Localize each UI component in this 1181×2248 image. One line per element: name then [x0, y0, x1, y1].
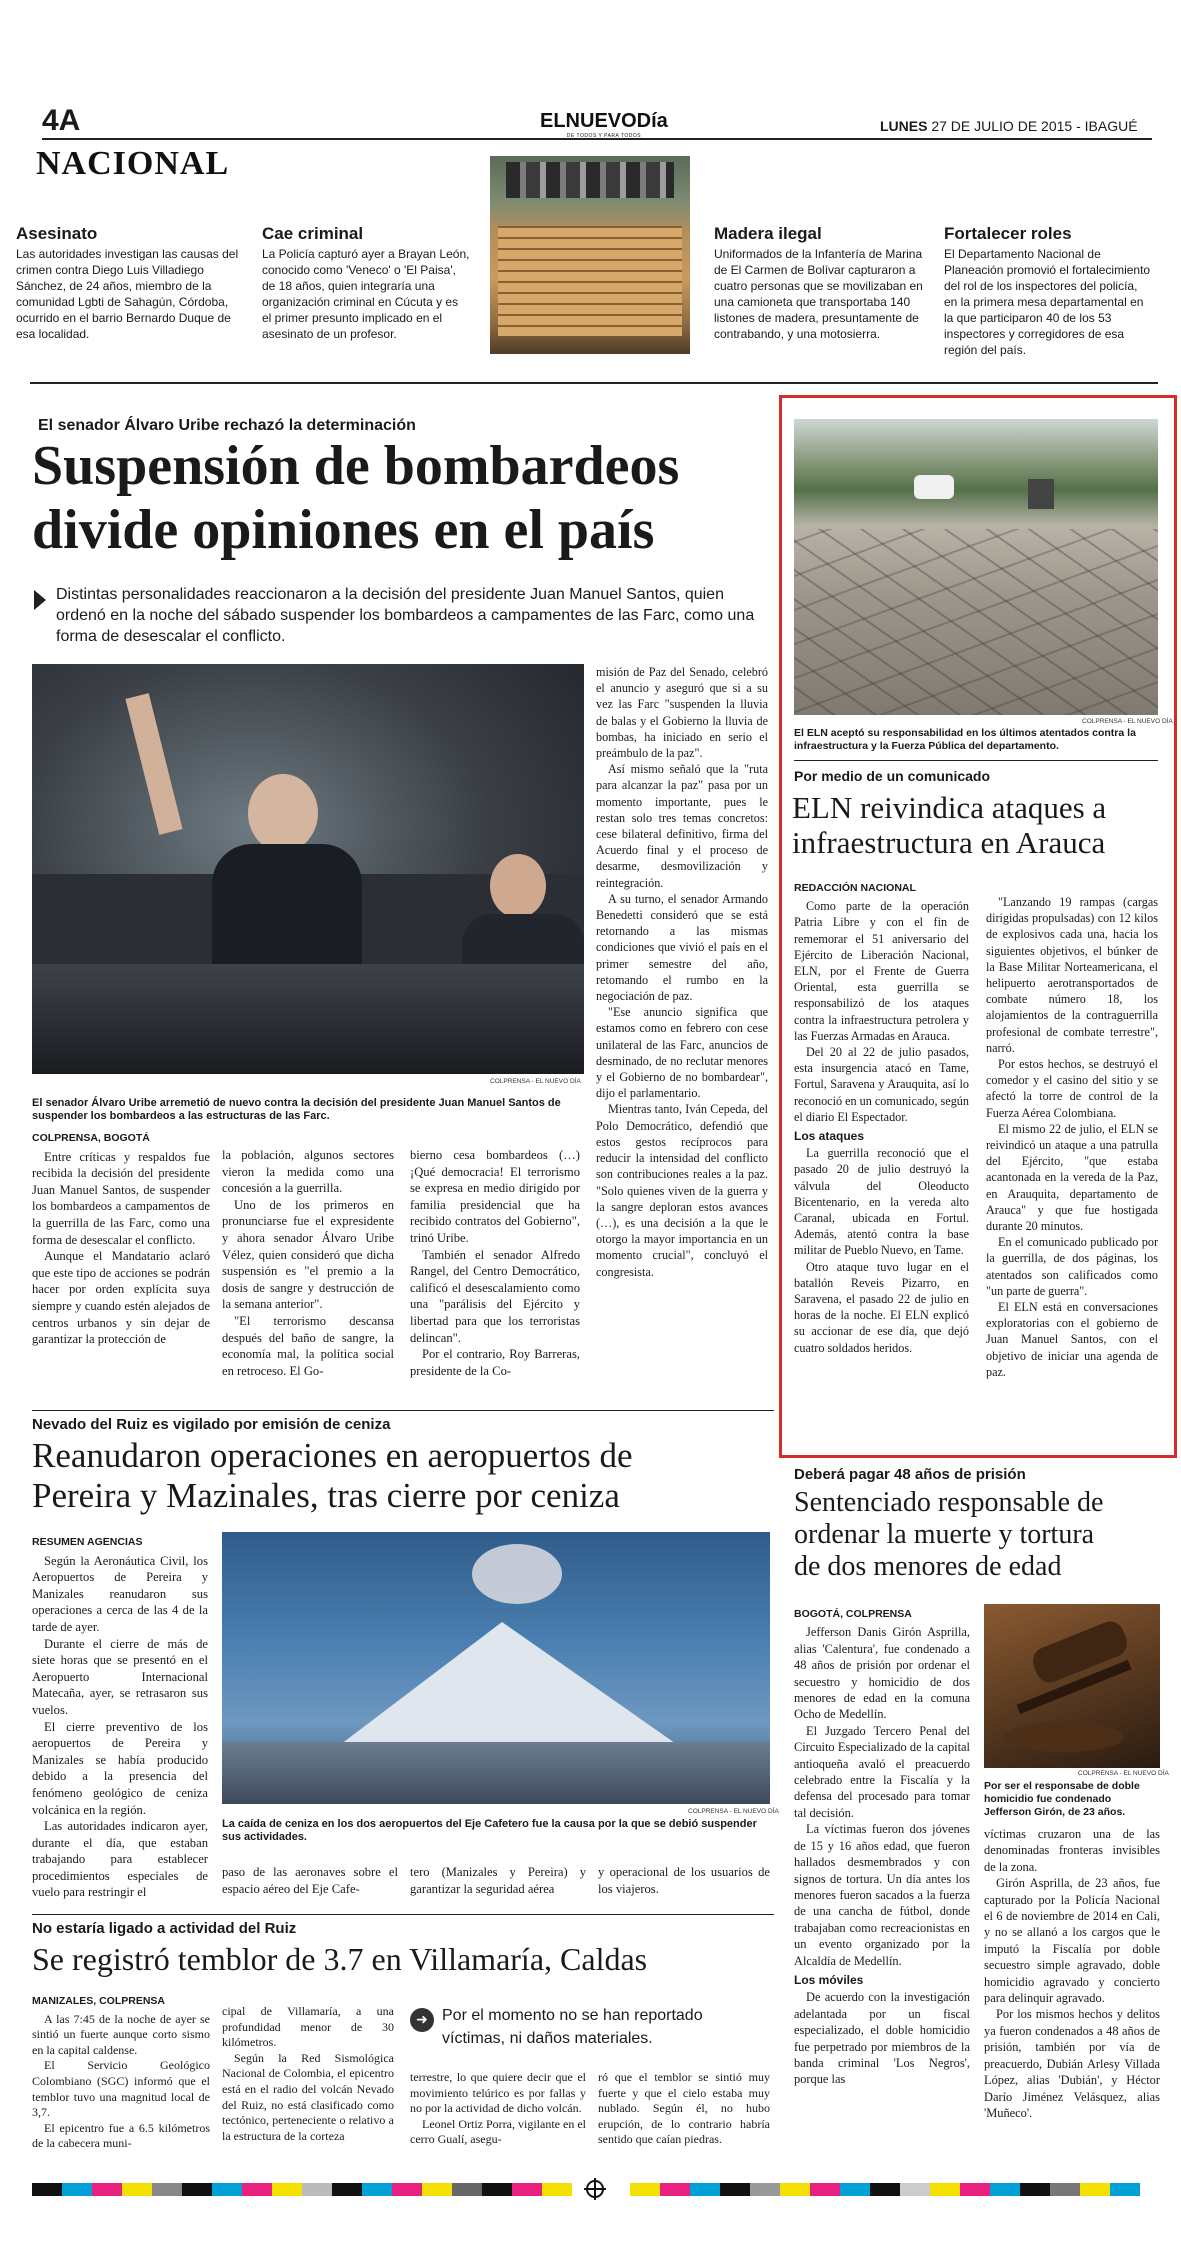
sentencia-photo-credit: COLPRENSA - EL NUEVO DÍA	[1078, 1770, 1169, 1777]
main-col4-para: "Ese anuncio significa que estamos como en febrero con cese unilateral de las Farc, anuncios de desminado, de no reclutar menores y el Gobierno de no bombardear", dijo el parlamentario.	[596, 1005, 768, 1101]
temblor-col3-para: Leonel Ortiz Porra, vigilante en el cerro Gualí, asegu-	[410, 2116, 586, 2147]
eln-col-1	[794, 880, 969, 1356]
eln-col1-para: Como parte de la operación Patria Libre y con el fin de rememorar el 51 aniversario del Ejército de Liberación Nacional, ELN, por el Frente de Guerra Oriental, esta guerrilla se responsabilizó de los ataques contra la infraestructura petrolera y las Fuerzas Armadas en Arauca.	[794, 899, 969, 1043]
eln-photo-credit: COLPRENSA - EL NUEVO DÍA	[1082, 718, 1173, 725]
newspaper-logo	[540, 110, 668, 139]
eln-photo-road	[794, 419, 1158, 715]
brief-asesinato	[16, 224, 244, 342]
footer-color-bar-left	[32, 2183, 572, 2196]
eln-col1-para: La guerrilla reconoció que el pasado 20 de julio destruyó la válvula del Oleoducto Bicentenario, en la vereda alto Caranal, ubicada en Fortul. Además, atentó contra la base militar de Pueblo Nuevo, en Tame.	[794, 1146, 969, 1258]
ruiz-col-4	[598, 1864, 770, 1897]
briefs-divider	[30, 382, 1158, 384]
sentencia-col2-para: víctimas cruzaron una de las denominadas fronteras invisibles de la zona.	[984, 1827, 1160, 1874]
eln-col2-para: "Lanzando 19 rampas (cargas dirigidas propulsadas) con 12 kilos de explosivos cada una, hacia los siguientes objetivos, el búnker de la Base Militar Norteamericana, el helipuerto aerotransportados de combate número 18, los alojamientos de la contraguerrilla profesional de combate terrestre", narró.	[986, 895, 1158, 1055]
main-byline: COLPRENSA, BOGOTÁ	[32, 1132, 150, 1144]
ruiz-caption: La caída de ceniza en los dos aeropuertos del Eje Cafetero fue la causa por la que se debió suspender sus actividades.	[222, 1818, 757, 1843]
eln-rule	[794, 760, 1158, 761]
main-col4-para: Mientras tanto, Iván Cepeda, del Polo Democrático, defendió que estos gestos recíprocos para reducir la intensidad del conflicto son contribuciones reales a la paz. "Solo quienes viven de la guerra y la sangre deploran estos avances (…), es una decisión a la que le otorgo la mayor importancia en un momento crucial", concluyó el congresista.	[596, 1102, 768, 1279]
pullquote-arrow-icon: ➜	[410, 2008, 434, 2032]
sentencia-photo-gavel	[984, 1604, 1160, 1768]
main-caption: El senador Álvaro Uribe arremetió de nuevo contra la decisión del presidente Juan Manuel Santos de suspender los bombardeos a las estructuras de las Farc.	[32, 1097, 561, 1122]
date-text: 27 DE JULIO DE 2015 - IBAGUÉ	[931, 118, 1138, 134]
brief-fortalecer-roles	[944, 224, 1154, 358]
temblor-col3-para: terrestre, lo que quiere decir que el movimiento telúrico es por fallas y no por la actividad de dicho volcán.	[410, 2070, 586, 2116]
temblor-pullquote: Por el momento no se han reportado víctimas, ni daños materiales.	[442, 2007, 703, 2047]
temblor-col-4	[598, 2070, 770, 2148]
main-col2-para: Uno de los primeros en pronunciarse fue el expresidente y ahora senador Álvaro Uribe Vélez, quien consideró que dicha suspensión es "el premio a la dosis de sangre y destrucción de la semana anterior".	[222, 1197, 394, 1312]
eln-col2-para: Por estos hechos, se destruyó el comedor y el casino del sitio y se afectó la torre de control de la Fuerza Aérea Colombiana.	[986, 1057, 1158, 1120]
ruiz-col3-para: tero (Manizales y Pereira) y garantizar la seguridad aérea	[410, 1865, 586, 1896]
eln-col2-para: El mismo 22 de julio, el ELN se reivindicó un ataque a una patrulla del Ejército, "que estaba acantonada en la vereda de la Paz, en Arauquita, departamento de Arauca" y que fue hostigada durante 20 minutos.	[986, 1121, 1158, 1234]
eln-kicker: Por medio de un comunicado	[794, 768, 991, 784]
main-col-1	[32, 1130, 210, 1348]
sentencia-col2-para: Girón Asprilla, de 23 años, fue capturado por la Policía Nacional el 6 de noviembre de 2014 en Cali, y no se allanó a los cargos que le imputó la Fiscalía por doble secuestro simple agravado, doble homicidio agravado y concierto para delinquir agravado.	[984, 1876, 1160, 2006]
page-number: 4A	[42, 104, 81, 137]
brief-text: Las autoridades investigan las causas del crimen contra Diego Luis Villadiego Sánchez, de 24 años, miembro de la comunidad Lgbti de Sahagún, Córdoba, ocurrido en el barrio Bernardo Duque de esa localidad.	[16, 247, 239, 341]
main-col4-para: Así mismo señaló que la "ruta para alcanzar la paz" pasa por un momento importante, pues le restan solo tres temas concretos: cese bilateral definitivo, firma del Acuerdo final y el proceso de desarme, desmovilización y reintegración.	[596, 762, 768, 890]
temblor-kicker: No estaría ligado a actividad del Ruiz	[32, 1920, 297, 1937]
sentencia-subhead: Los móviles	[794, 1972, 864, 1987]
main-headline-1: Suspensión de bombardeos	[32, 435, 680, 497]
temblor-col2-para: Según la Red Sismológica Nacional de Colombia, el epicentro está en el radio del volcán Nevado del Ruiz, no está clasificado como tectónico, perteneciente o relativo a la estructura de la corteza	[222, 2050, 394, 2143]
main-col3-para: También el senador Alfredo Rangel, del Centro Democrático, calificó el desescalamiento como una "parálisis del Ejército y libertad para que los terroristas delincan".	[410, 1247, 580, 1345]
brief-photo-wood	[490, 156, 690, 354]
eln-byline: REDACCIÓN NACIONAL	[794, 882, 916, 894]
ruiz-headline-2: Pereira y Mazinales, tras cierre por ceniza	[32, 1476, 620, 1515]
footer-color-bar-right	[630, 2183, 1140, 2196]
ruiz-photo-credit: COLPRENSA - EL NUEVO DÍA	[688, 1808, 779, 1815]
temblor-col1-para: El Servicio Geológico Colombiano (SGC) informó que el temblor tuvo una magnitud local de 3,7.	[32, 2058, 210, 2120]
main-col4-para: misión de Paz del Senado, celebró el anuncio y aseguró que si a su vez las Farc "suspenden la lluvia de balas y el Gobierno la lluvia de bombas, ha iniciado en serio el preámbulo de la paz".	[596, 665, 768, 761]
eln-headline-1: ELN reivindica ataques a	[792, 790, 1107, 825]
ruiz-byline: RESUMEN AGENCIAS	[32, 1536, 143, 1548]
main-col2-para: "El terrorismo descansa después del baño de sangre, la economía mal, la política social en retroceso. El Go-	[222, 1313, 394, 1378]
ruiz-col-1	[32, 1534, 208, 1901]
main-lead: Distintas personalidades reaccionaron a la decisión del presidente Juan Manuel Santos, quien ordenó en la noche del sábado suspender los bombardeos a campamentes de las Farc, como una forma de desescalar el conflicto.	[56, 586, 755, 645]
main-col4-para: A su turno, el senador Armando Benedetti consideró que se está retornando a las mismas condiciones que vivió el país en el primer semestre del año, retomando el rumbo en la negociación de paz.	[596, 891, 768, 1004]
temblor-headline: Se registró temblor de 3.7 en Villamaría, Caldas	[32, 1941, 648, 1977]
main-col1-para: Aunque el Mandatario aclaró que este tipo de acciones se podrán hacer por orden explícita suya siempre y cuando estén alejados de centros urbanos y sin dejar de garantizar la protección de	[32, 1249, 210, 1347]
ruiz-col2-para: paso de las aeronaves sobre el espacio aéreo del Eje Cafe-	[222, 1865, 398, 1896]
main-col1-para: Entre críticas y respaldos fue recibida la decisión del presidente Juan Manuel Santos, de suspender los bombardeos a campamentos de la guerrilla de las Farc, como una forma de desescalar el conflicto.	[32, 1149, 210, 1247]
page-date	[880, 118, 1138, 134]
brief-text: Uniformados de la Infantería de Marina de El Carmen de Bolívar capturaron a cuatro personas que se movilizaban en una camioneta que transportaba 140 listones de madera, presuntamente de contrabando, y una motosierra.	[714, 247, 923, 341]
main-col3-para: bierno cesa bombardeos (…) ¡Qué democracia! El terrorismo se expresa en medio dirigido por familia presidencial que ha recibido contratos del Gobierno", trinó Uribe.	[410, 1148, 580, 1245]
ruiz-rule	[32, 1410, 774, 1411]
main-photo-credit: COLPRENSA - EL NUEVO DÍA	[490, 1078, 581, 1085]
lead-arrow-icon	[34, 590, 46, 610]
sentencia-kicker: Deberá pagar 48 años de prisión	[794, 1466, 1026, 1483]
main-headline-2: divide opiniones en el país	[32, 499, 655, 561]
ruiz-headline-1: Reanudaron operaciones en aeropuertos de	[32, 1436, 633, 1475]
eln-col-2	[986, 894, 1158, 1380]
brief-cae-criminal	[262, 224, 470, 342]
sentencia-headline-1: Sentenciado responsable de	[794, 1487, 1104, 1518]
registration-mark-icon	[586, 2180, 604, 2198]
ruiz-col1-para: Durante el cierre de más de siete horas que se presentó en el Aeropuerto Internacional Matecaña, ayer, se retrasaron sus vuelos.	[32, 1636, 208, 1717]
date-day: LUNES	[880, 118, 928, 134]
ruiz-photo-volcano	[222, 1532, 770, 1804]
sentencia-col-2	[984, 1826, 1160, 2121]
eln-headline-2: infraestructura en Arauca	[792, 825, 1106, 860]
sentencia-col1-para: El Juzgado Tercero Penal del Circuito Especializado de la capital antioqueña avaló el preacuerdo celebrado entre la Fiscalía y la defensa del procesado para tomar tal decisión.	[794, 1723, 970, 1820]
main-kicker: El senador Álvaro Uribe rechazó la determinación	[38, 417, 416, 434]
sentencia-col1-para: Jefferson Danis Girón Asprilla, alias 'Calentura', fue condenado a 48 años de prisión por ordenar el secuestro y homicidio de dos menores de edad en la comuna Ocho de Medellín.	[794, 1625, 970, 1722]
eln-col1-para: Del 20 al 22 de julio pasados, esta insurgencia atacó en Tame, Fortul, Saravena y Arauquita, así lo reconoció en un comunicado, según el diario El Espectador.	[794, 1045, 969, 1124]
eln-col2-para: En el comunicado publicado por la guerrilla, de dos páginas, los atentados son calificados como "un parte de guerra".	[986, 1235, 1158, 1298]
ruiz-col4-para: y operacional de los usuarios de los viajeros.	[598, 1865, 770, 1896]
section-title: NACIONAL	[36, 145, 230, 182]
ruiz-col-2	[222, 1864, 398, 1897]
ruiz-col1-para: El cierre preventivo de los aeropuertos de Pereira y Manizales se había producido debido a la presencia del fenómeno geológico de ceniza volcánica en la región.	[32, 1719, 208, 1817]
temblor-col-3	[410, 2070, 586, 2148]
sentencia-col1-para: La víctimas fueron dos jóvenes de 15 y 16 años edad, que fueron hallados desmembrados y con signos de tortura. Un día antes los menores fueron sacados a la fuerza de una cancha de fútbol, donde trabajaban como recreacionistas en un evento organizado por la Alcaldía de Medellín.	[794, 1822, 970, 1968]
eln-col2-para: El ELN está en conversaciones exploratorias con el gobierno de Juan Manuel Santos, con el objetivo de iniciar una agenda de paz.	[986, 1300, 1158, 1379]
temblor-col1-para: A las 7:45 de la noche de ayer se sintió un fuerte aunque corto sismo en la capital caldense.	[32, 2011, 210, 2057]
brief-title: Madera ilegal	[714, 224, 822, 243]
main-col-4	[596, 664, 768, 1280]
ruiz-kicker: Nevado del Ruiz es vigilado por emisión de ceniza	[32, 1416, 391, 1433]
brief-text: La Policía capturó ayer a Brayan León, conocido como 'Veneco' o 'El Paisa', de 18 años, quien integraría una organización criminal en Cúcuta y es el primer presunto implicado en el asesinato de un profesor.	[262, 247, 470, 341]
brief-text: El Departamento Nacional de Planeación promovió el fortalecimiento del rol de los inspectores del policía, en la primera mesa departamental en la que participaron 40 de los 53 inspectores y corregidores de esa región del país.	[944, 247, 1151, 357]
sentencia-col-1	[794, 1606, 970, 2088]
sentencia-caption: Por ser el responsabe de doble homicidio fue condenado Jefferson Girón, de 23 años.	[984, 1780, 1140, 1818]
main-col2-para: la población, algunos sectores vieron la medida como una concesión a la guerrilla.	[222, 1148, 394, 1196]
main-photo-uribe	[32, 664, 584, 1074]
sentencia-headline-2: ordenar la muerte y tortura	[794, 1519, 1095, 1550]
main-col-2	[222, 1147, 394, 1379]
sentencia-byline: BOGOTÁ, COLPRENSA	[794, 1608, 912, 1620]
temblor-byline: MANIZALES, COLPRENSA	[32, 1995, 166, 2007]
sentencia-col1-para: De acuerdo con la investigación adelantada por un fiscal especializado, el doble homicidio fue perpetrado por miembros de la banda criminal 'Los Negros', porque las	[794, 1990, 970, 2087]
temblor-col-2	[222, 2004, 394, 2144]
temblor-col1-para: El epicentro fue a 6.5 kilómetros de la cabecera muni-	[32, 2120, 210, 2151]
sentencia-col2-para: Por los mismos hechos y delitos ya fueron condenados a 48 años de prisión, también por vía de preacuerdo, Dubián Arlesy Villada López, alias 'Dubián', y Héctor Darío Jiménez Velásquez, alias 'Muñeco'.	[984, 2007, 1160, 2120]
eln-caption: El ELN aceptó su responsabilidad en los últimos atentados contra la infraestructura y la Fuerza Pública del departamento.	[794, 727, 1136, 752]
eln-col1-para: Otro ataque tuvo lugar en el batallón Reveis Pizarro, en Saravena, el pasado 22 de julio en horas de la noche. El ELN explicó su accionar de ese día, que dejó cuatro soldados heridos.	[794, 1259, 969, 1355]
temblor-col4-para: ró que el temblor se sintió muy fuerte y que el cielo estaba muy nublado. Según él, no hubo erupción, de lo contrario habría sentido que caían piedras.	[598, 2070, 770, 2147]
main-col3-para: Por el contrario, Roy Barreras, presidente de la Co-	[410, 1347, 580, 1378]
ruiz-col1-para: Las autoridades indicaron ayer, durante el día, que estaban trabajando para establecer procedimientos especiales de vuelo para restringir el	[32, 1819, 208, 1900]
ruiz-col1-para: Según la Aeronáutica Civil, los Aeropuertos de Pereira y Manizales reanudaron sus operaciones a cerca de las 4 de la tarde de ayer.	[32, 1553, 208, 1634]
brief-title: Cae criminal	[262, 224, 364, 243]
brief-title: Asesinato	[16, 224, 98, 243]
temblor-col2-para: cipal de Villamaría, a una profundidad menor de 30 kilómetros.	[222, 2004, 394, 2050]
eln-subhead: Los ataques	[794, 1129, 865, 1144]
brief-madera-ilegal	[714, 224, 924, 342]
brief-title: Fortalecer roles	[944, 224, 1072, 243]
temblor-rule	[32, 1914, 774, 1915]
sentencia-headline-3: de dos menores de edad	[794, 1551, 1062, 1582]
logo-text: ELNUEVODía	[540, 110, 668, 132]
logo-subtitle: DE TODOS Y PARA TODOS	[566, 133, 642, 139]
main-col-3	[410, 1147, 580, 1379]
ruiz-col-3	[410, 1864, 586, 1897]
temblor-col-1	[32, 1994, 210, 2152]
